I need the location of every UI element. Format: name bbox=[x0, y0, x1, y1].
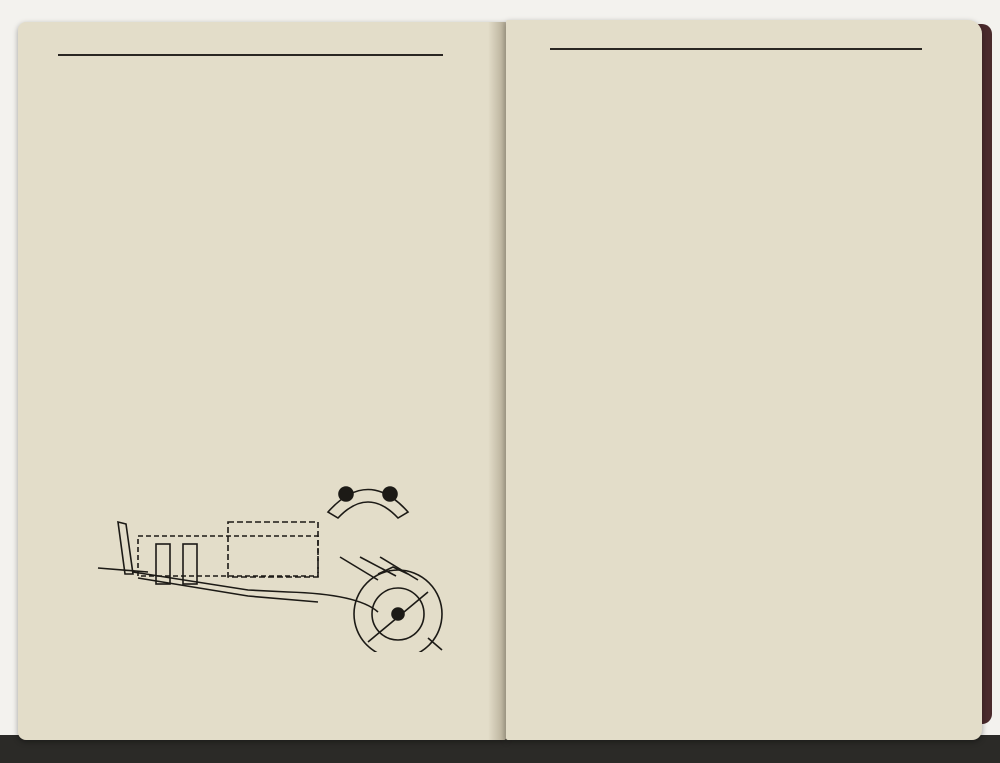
brake-linkage-diagram bbox=[78, 462, 488, 652]
hand-lever-drawing bbox=[118, 522, 133, 574]
right-text-body bbox=[550, 258, 922, 261]
header-rule bbox=[550, 48, 922, 50]
left-text-body bbox=[68, 178, 446, 181]
left-page bbox=[18, 22, 506, 740]
header-rule bbox=[58, 54, 443, 56]
right-page bbox=[506, 20, 982, 740]
right-text-top bbox=[550, 68, 922, 71]
left-text-top bbox=[68, 80, 446, 83]
